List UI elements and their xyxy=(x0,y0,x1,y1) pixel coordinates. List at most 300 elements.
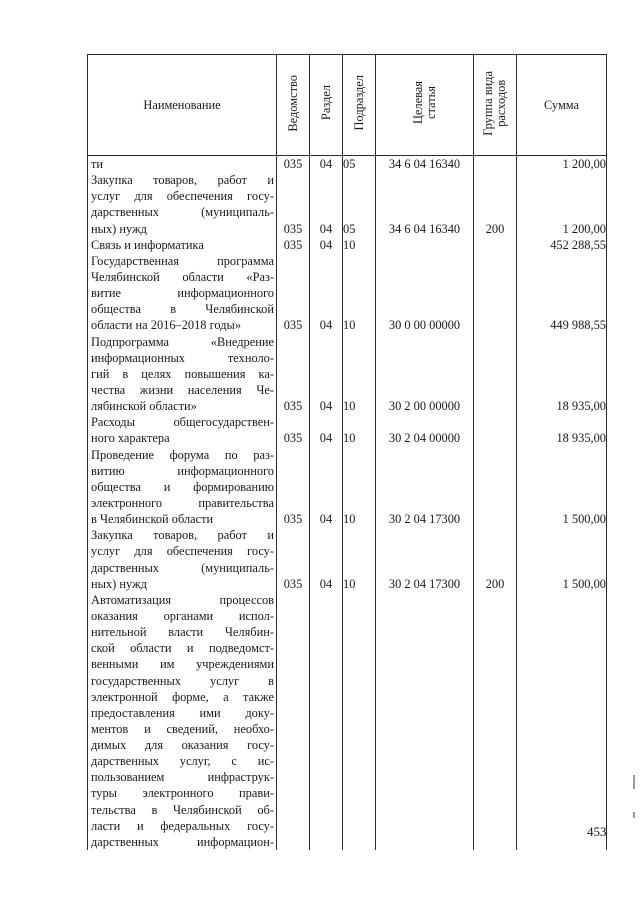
empty-slot xyxy=(310,414,342,430)
name-line: Проведение форума по раз- xyxy=(91,447,274,462)
sum-value: 1 200,00 xyxy=(562,221,606,236)
expense-group-code xyxy=(474,317,516,333)
empty-slot xyxy=(517,705,606,721)
empty-slot xyxy=(343,269,375,285)
empty-slot xyxy=(376,334,473,350)
name-line: в Челябинской области xyxy=(91,512,214,527)
name-line: гий в целях повышения ка- xyxy=(91,366,274,381)
header-department: Ведомство xyxy=(277,55,310,156)
empty-slot xyxy=(310,350,342,366)
empty-slot xyxy=(310,721,342,737)
empty-slot xyxy=(343,608,375,624)
empty-slot xyxy=(474,737,516,753)
department-column xyxy=(277,156,310,851)
empty-slot xyxy=(343,414,375,430)
target-article-code: 30 0 00 00000 xyxy=(388,318,461,333)
name-line: области на 2016–2018 годы» xyxy=(91,318,242,333)
empty-slot xyxy=(310,479,342,495)
empty-slot xyxy=(376,204,473,220)
empty-slot xyxy=(517,737,606,753)
name-line: дарственных услуг, с ис- xyxy=(91,754,274,769)
empty-slot xyxy=(517,785,606,801)
empty-slot xyxy=(277,673,309,689)
target-article-code: 34 6 04 16340 xyxy=(388,157,461,171)
name-line: Связь и информатика xyxy=(91,237,204,252)
empty-slot xyxy=(474,769,516,785)
empty-slot xyxy=(343,204,375,220)
empty-slot xyxy=(376,414,473,430)
name-line: оказания органами испол- xyxy=(91,608,274,623)
empty-slot xyxy=(310,301,342,317)
empty-slot xyxy=(376,253,473,269)
empty-slot xyxy=(310,785,342,801)
empty-slot xyxy=(517,721,606,737)
section-code: 04 xyxy=(319,512,333,527)
empty-slot xyxy=(474,253,516,269)
empty-slot xyxy=(277,769,309,785)
empty-slot xyxy=(474,624,516,640)
empty-slot xyxy=(277,463,309,479)
department-code: 035 xyxy=(283,157,303,171)
empty-slot xyxy=(474,350,516,366)
empty-slot xyxy=(277,495,309,511)
empty-slot xyxy=(376,705,473,721)
name-line: ментов и сведений, необхо- xyxy=(91,721,274,736)
empty-slot xyxy=(343,366,375,382)
section-code: 04 xyxy=(319,157,333,171)
empty-slot xyxy=(310,705,342,721)
empty-slot xyxy=(343,253,375,269)
name-line: нительной власти Челябин- xyxy=(91,625,274,640)
empty-slot xyxy=(376,560,473,576)
name-line: витию информационного xyxy=(91,463,274,478)
empty-slot xyxy=(474,608,516,624)
empty-slot xyxy=(376,769,473,785)
department-code: 035 xyxy=(283,237,303,252)
empty-slot xyxy=(343,656,375,672)
empty-slot xyxy=(474,479,516,495)
empty-slot xyxy=(474,495,516,511)
empty-slot xyxy=(277,285,309,301)
empty-slot xyxy=(343,334,375,350)
name-line: тельства в Челябинской об- xyxy=(91,802,274,817)
empty-slot xyxy=(517,188,606,204)
department-code: 035 xyxy=(283,399,303,414)
empty-slot xyxy=(277,301,309,317)
empty-slot xyxy=(474,447,516,463)
empty-slot xyxy=(277,753,309,769)
name-line: общества и формированию xyxy=(91,479,274,494)
name-line: пользованием инфраструк- xyxy=(91,770,274,785)
empty-slot xyxy=(343,673,375,689)
department-code: 035 xyxy=(283,318,303,333)
empty-slot xyxy=(277,527,309,543)
empty-slot xyxy=(277,834,309,850)
empty-slot xyxy=(277,737,309,753)
empty-slot xyxy=(343,495,375,511)
table-header-row xyxy=(88,55,607,156)
section-code: 04 xyxy=(319,431,333,446)
empty-slot xyxy=(517,673,606,689)
empty-slot xyxy=(376,608,473,624)
empty-slot xyxy=(343,350,375,366)
empty-slot xyxy=(277,543,309,559)
sum-value: 1 500,00 xyxy=(562,512,606,527)
empty-slot xyxy=(517,624,606,640)
empty-slot xyxy=(277,447,309,463)
empty-slot xyxy=(376,673,473,689)
empty-slot xyxy=(343,705,375,721)
empty-slot xyxy=(517,350,606,366)
header-sum: Сумма xyxy=(517,55,607,156)
empty-slot xyxy=(474,527,516,543)
empty-slot xyxy=(517,172,606,188)
empty-slot xyxy=(474,689,516,705)
empty-slot xyxy=(310,689,342,705)
expense-group-code: 200 xyxy=(485,221,505,236)
section-code: 04 xyxy=(319,237,333,252)
subsection-code: 05 xyxy=(343,157,356,171)
empty-slot xyxy=(310,640,342,656)
section-column xyxy=(310,156,343,851)
empty-slot xyxy=(376,640,473,656)
empty-slot xyxy=(310,285,342,301)
empty-slot xyxy=(310,527,342,543)
empty-slot xyxy=(343,543,375,559)
empty-slot xyxy=(376,737,473,753)
name-line: чества жизни населения Че- xyxy=(91,382,274,397)
empty-slot xyxy=(517,753,606,769)
header-target-article: Целевая статья xyxy=(376,55,474,156)
empty-slot xyxy=(343,560,375,576)
empty-slot xyxy=(277,721,309,737)
section-code: 04 xyxy=(319,576,333,591)
empty-slot xyxy=(343,802,375,818)
empty-slot xyxy=(376,269,473,285)
scan-artifact xyxy=(633,812,635,818)
scan-artifact xyxy=(633,775,635,789)
empty-slot xyxy=(277,640,309,656)
empty-slot xyxy=(376,382,473,398)
empty-slot xyxy=(376,366,473,382)
empty-slot xyxy=(376,624,473,640)
empty-slot xyxy=(517,802,606,818)
empty-slot xyxy=(517,382,606,398)
empty-slot xyxy=(310,737,342,753)
empty-slot xyxy=(474,543,516,559)
target-article-column xyxy=(376,156,474,851)
empty-slot xyxy=(343,382,375,398)
empty-slot xyxy=(376,818,473,834)
empty-slot xyxy=(310,834,342,850)
subsection-code: 10 xyxy=(343,318,356,333)
empty-slot xyxy=(376,656,473,672)
empty-slot xyxy=(376,785,473,801)
sum-value: 452 288,55 xyxy=(550,237,606,252)
empty-slot xyxy=(517,543,606,559)
name-line: услуг для обеспечения госу- xyxy=(91,544,274,559)
empty-slot xyxy=(376,188,473,204)
name-column xyxy=(88,156,277,851)
empty-slot xyxy=(474,592,516,608)
empty-slot xyxy=(517,366,606,382)
empty-slot xyxy=(474,818,516,834)
name-line: Автоматизация процессов xyxy=(91,592,274,607)
name-line: ных) нужд xyxy=(91,576,147,591)
expense-group-code: 200 xyxy=(485,576,505,591)
name-line: услуг для обеспечения госу- xyxy=(91,189,274,204)
empty-slot xyxy=(343,753,375,769)
empty-slot xyxy=(376,802,473,818)
empty-slot xyxy=(474,301,516,317)
empty-slot xyxy=(277,366,309,382)
department-code: 035 xyxy=(283,431,303,446)
name-line: дарственных (муниципаль- xyxy=(91,560,274,575)
header-name: Наименование xyxy=(88,55,277,156)
expense-group-code xyxy=(474,430,516,446)
name-line: дарственных информацион- xyxy=(91,834,274,849)
empty-slot xyxy=(310,818,342,834)
empty-slot xyxy=(474,673,516,689)
empty-slot xyxy=(277,785,309,801)
empty-slot xyxy=(474,172,516,188)
name-line: Расходы общегосударствен- xyxy=(91,415,274,430)
target-article-code: 30 2 04 00000 xyxy=(388,431,461,446)
empty-slot xyxy=(310,269,342,285)
section-code: 04 xyxy=(319,221,333,236)
expense-group-code xyxy=(474,237,516,253)
empty-slot xyxy=(474,721,516,737)
header-section: Раздел xyxy=(310,55,343,156)
subsection-code: 05 xyxy=(343,221,356,236)
subsection-code: 10 xyxy=(343,399,356,414)
empty-slot xyxy=(310,802,342,818)
empty-slot xyxy=(310,204,342,220)
empty-slot xyxy=(474,834,516,850)
empty-slot xyxy=(343,737,375,753)
empty-slot xyxy=(376,285,473,301)
expense-group-code xyxy=(474,156,516,172)
target-article-code: 30 2 04 17300 xyxy=(388,512,461,527)
empty-slot xyxy=(343,785,375,801)
expense-group-code xyxy=(474,511,516,527)
empty-slot xyxy=(474,560,516,576)
empty-slot xyxy=(310,624,342,640)
empty-slot xyxy=(277,350,309,366)
empty-slot xyxy=(517,253,606,269)
name-line: димых для оказания госу- xyxy=(91,738,274,753)
target-article-code: 34 6 04 16340 xyxy=(388,221,461,236)
empty-slot xyxy=(310,447,342,463)
empty-slot xyxy=(277,689,309,705)
empty-slot xyxy=(376,543,473,559)
empty-slot xyxy=(517,560,606,576)
sum-column xyxy=(517,156,607,851)
empty-slot xyxy=(376,447,473,463)
empty-slot xyxy=(517,527,606,543)
empty-slot xyxy=(343,172,375,188)
budget-table xyxy=(87,54,607,850)
department-code: 035 xyxy=(283,221,303,236)
empty-slot xyxy=(376,527,473,543)
empty-slot xyxy=(474,802,516,818)
name-line: лябинской области» xyxy=(91,399,197,414)
empty-slot xyxy=(277,705,309,721)
name-line: ти xyxy=(91,157,104,171)
empty-slot xyxy=(343,285,375,301)
empty-slot xyxy=(517,269,606,285)
empty-slot xyxy=(474,656,516,672)
empty-slot xyxy=(343,188,375,204)
empty-slot xyxy=(343,479,375,495)
department-code: 035 xyxy=(283,512,303,527)
target-article-code: 30 2 04 17300 xyxy=(388,576,461,591)
empty-slot xyxy=(310,608,342,624)
empty-slot xyxy=(517,463,606,479)
empty-slot xyxy=(277,802,309,818)
empty-slot xyxy=(310,366,342,382)
department-code: 035 xyxy=(283,576,303,591)
empty-slot xyxy=(343,640,375,656)
empty-slot xyxy=(277,172,309,188)
empty-slot xyxy=(474,463,516,479)
empty-slot xyxy=(376,350,473,366)
empty-slot xyxy=(474,640,516,656)
name-line: Подпрограмма «Внедрение xyxy=(91,334,274,349)
empty-slot xyxy=(277,414,309,430)
empty-slot xyxy=(277,592,309,608)
empty-slot xyxy=(310,463,342,479)
name-line: Закупка товаров, работ и xyxy=(91,528,274,543)
empty-slot xyxy=(474,382,516,398)
name-line: электронного правительства xyxy=(91,495,274,510)
empty-slot xyxy=(343,463,375,479)
empty-slot xyxy=(517,301,606,317)
empty-slot xyxy=(376,463,473,479)
target-article-code: 30 2 00 00000 xyxy=(388,399,461,414)
subsection-code: 10 xyxy=(343,512,356,527)
empty-slot xyxy=(343,624,375,640)
empty-slot xyxy=(343,721,375,737)
empty-slot xyxy=(517,495,606,511)
empty-slot xyxy=(343,527,375,543)
empty-slot xyxy=(517,656,606,672)
empty-slot xyxy=(277,253,309,269)
empty-slot xyxy=(343,818,375,834)
empty-slot xyxy=(517,414,606,430)
empty-slot xyxy=(474,188,516,204)
empty-slot xyxy=(277,382,309,398)
empty-slot xyxy=(517,204,606,220)
name-line: Челябинской области «Раз- xyxy=(91,269,274,284)
empty-slot xyxy=(310,753,342,769)
empty-slot xyxy=(310,495,342,511)
section-code: 04 xyxy=(319,318,333,333)
sum-value: 1 500,00 xyxy=(562,576,606,591)
expense-group-column xyxy=(474,156,517,851)
sum-value: 449 988,55 xyxy=(550,318,606,333)
empty-slot xyxy=(474,705,516,721)
name-line: ных) нужд xyxy=(91,221,147,236)
header-subsection: Подраздел xyxy=(343,55,376,156)
subsection-code: 10 xyxy=(343,237,356,252)
empty-slot xyxy=(474,753,516,769)
empty-slot xyxy=(517,447,606,463)
sum-value: 18 935,00 xyxy=(556,399,606,414)
empty-slot xyxy=(517,769,606,785)
empty-slot xyxy=(277,269,309,285)
empty-slot xyxy=(517,285,606,301)
empty-slot xyxy=(310,334,342,350)
empty-slot xyxy=(474,269,516,285)
subsection-code: 10 xyxy=(343,576,356,591)
empty-slot xyxy=(517,479,606,495)
empty-slot xyxy=(517,334,606,350)
name-line: дарственных (муниципаль- xyxy=(91,205,274,220)
empty-slot xyxy=(376,172,473,188)
empty-slot xyxy=(343,769,375,785)
empty-slot xyxy=(343,834,375,850)
name-line: Государственная программа xyxy=(91,253,274,268)
name-line: ного характера xyxy=(91,431,170,446)
empty-slot xyxy=(474,366,516,382)
empty-slot xyxy=(376,753,473,769)
empty-slot xyxy=(517,689,606,705)
empty-slot xyxy=(277,479,309,495)
name-line: государственных услуг в xyxy=(91,673,274,688)
empty-slot xyxy=(474,334,516,350)
sum-value: 18 935,00 xyxy=(556,431,606,446)
empty-slot xyxy=(310,592,342,608)
empty-slot xyxy=(474,414,516,430)
sum-value: 1 200,00 xyxy=(562,157,606,171)
empty-slot xyxy=(310,560,342,576)
subsection-code: 10 xyxy=(343,431,356,446)
empty-slot xyxy=(474,204,516,220)
empty-slot xyxy=(343,592,375,608)
empty-slot xyxy=(310,769,342,785)
empty-slot xyxy=(517,608,606,624)
table-body-row xyxy=(88,156,607,851)
name-line: информационных техноло- xyxy=(91,350,274,365)
empty-slot xyxy=(277,188,309,204)
empty-slot xyxy=(277,560,309,576)
target-article-code xyxy=(376,237,473,253)
name-line: туры электронного прави- xyxy=(91,786,274,801)
empty-slot xyxy=(343,301,375,317)
empty-slot xyxy=(343,447,375,463)
empty-slot xyxy=(310,172,342,188)
name-line: витие информационного xyxy=(91,286,274,301)
empty-slot xyxy=(277,608,309,624)
empty-slot xyxy=(310,188,342,204)
empty-slot xyxy=(376,479,473,495)
name-line: электронной форме, а также xyxy=(91,689,274,704)
empty-slot xyxy=(376,721,473,737)
empty-slot xyxy=(277,204,309,220)
empty-slot xyxy=(474,285,516,301)
empty-slot xyxy=(310,656,342,672)
empty-slot xyxy=(376,592,473,608)
empty-slot xyxy=(310,253,342,269)
section-code: 04 xyxy=(319,399,333,414)
empty-slot xyxy=(376,495,473,511)
name-line: предоставления ими доку- xyxy=(91,705,274,720)
empty-slot xyxy=(277,624,309,640)
name-line: общества в Челябинской xyxy=(91,302,274,317)
empty-slot xyxy=(517,640,606,656)
empty-slot xyxy=(277,334,309,350)
